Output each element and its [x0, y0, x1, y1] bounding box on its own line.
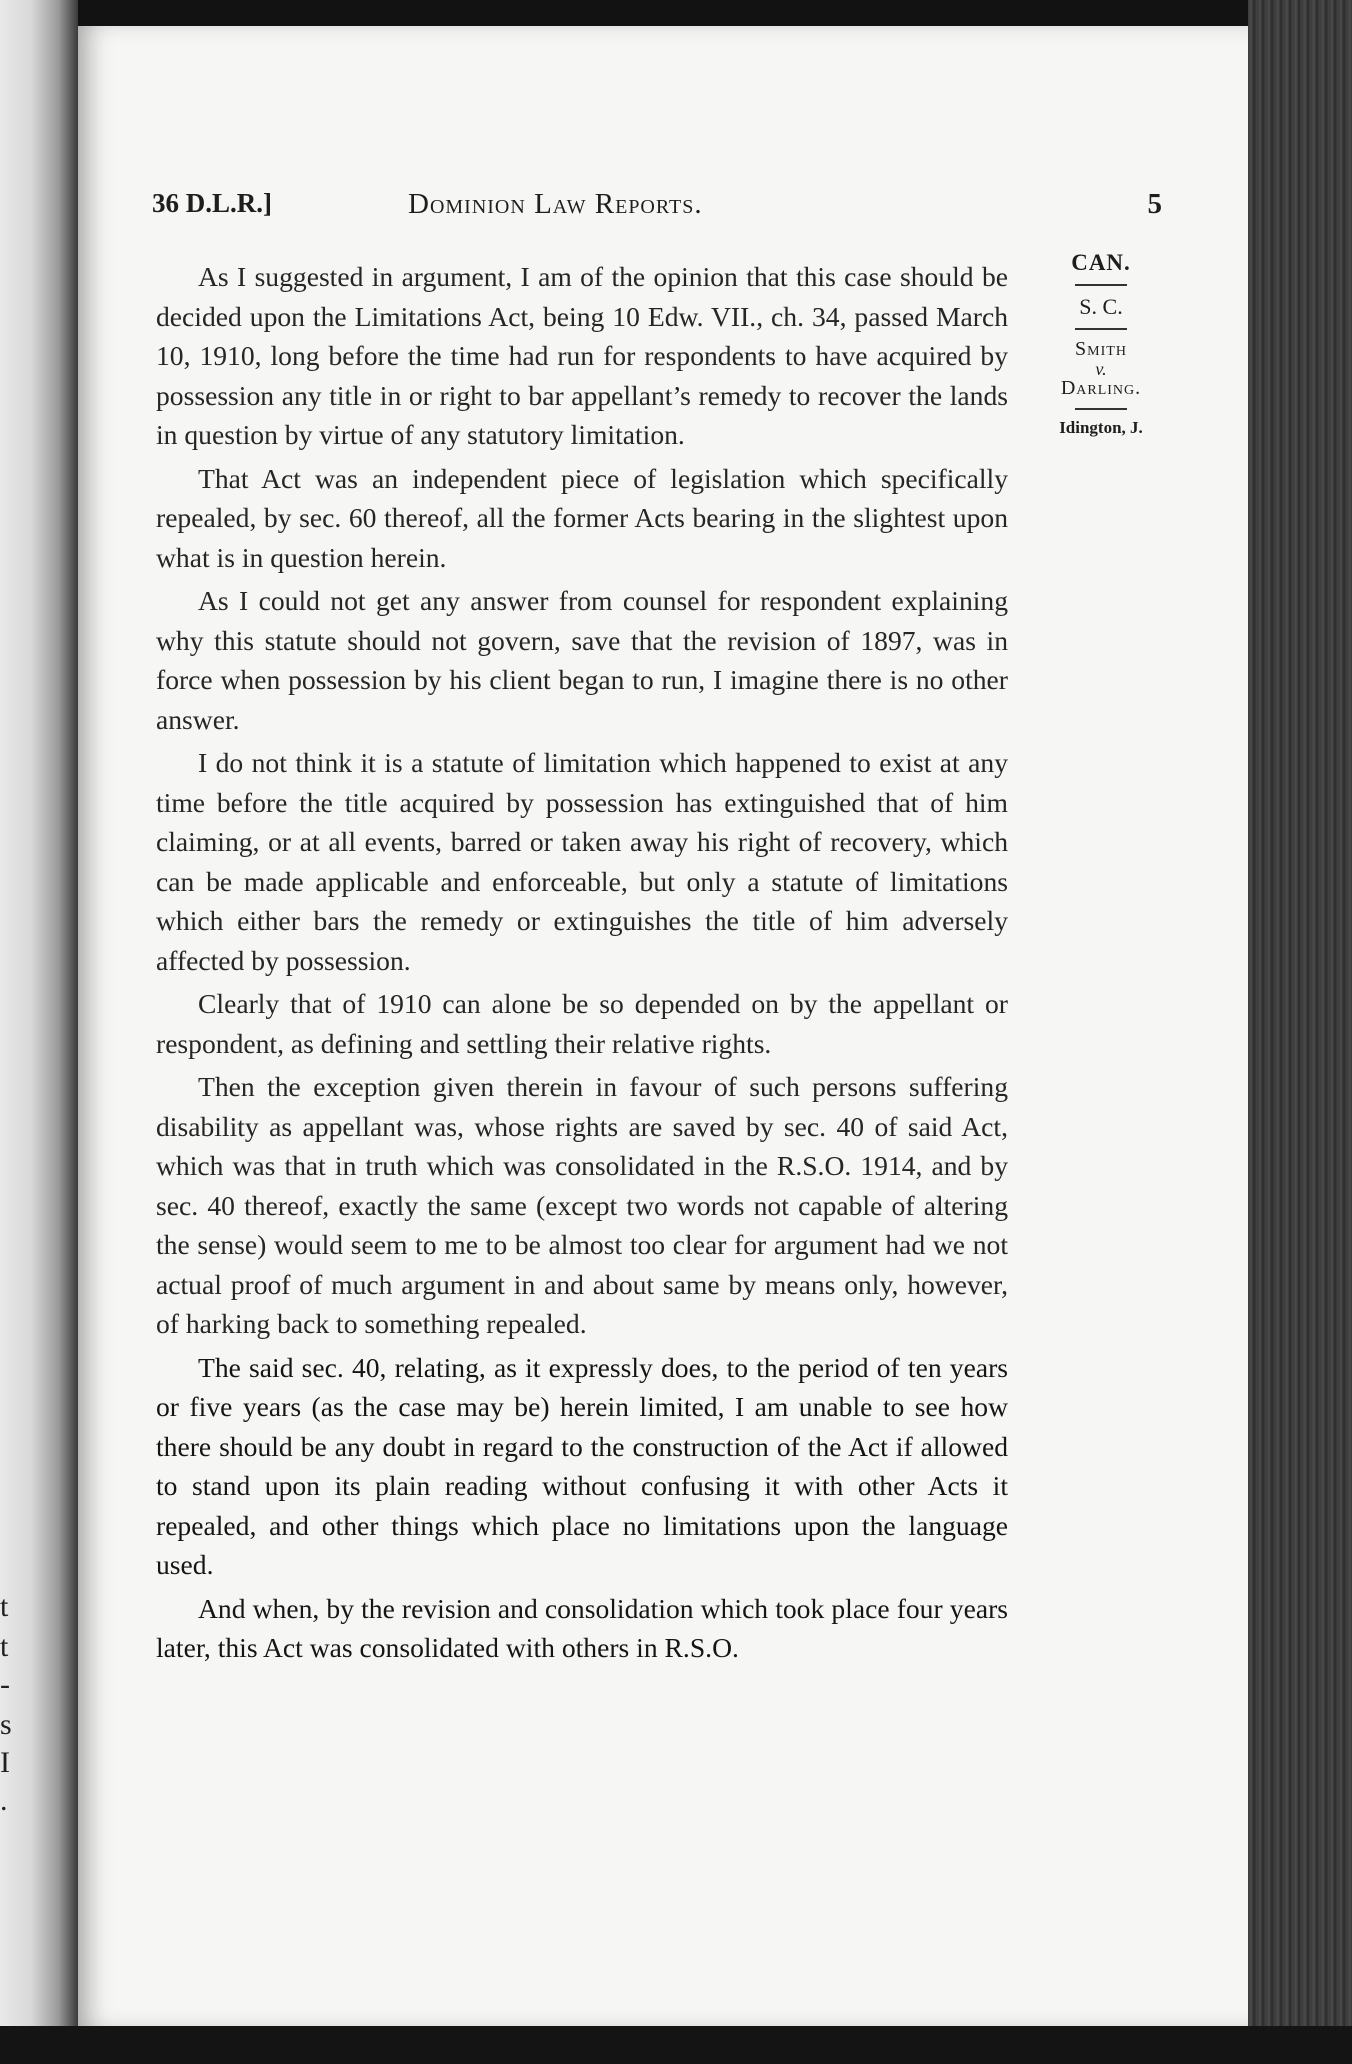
paragraph: As I could not get any answer from counsel for respondent explaining why this statute should not govern, save that the revision of 1897, was in force when possession by his client began to run, I imagine there is no other answer.	[156, 585, 1008, 735]
page-number: 5	[1147, 188, 1162, 220]
book-edge-right	[1248, 0, 1352, 2064]
divider	[1075, 328, 1127, 330]
opposite-page-edge	[0, 0, 78, 2064]
paragraph: That Act was an independent piece of legislation which specifically repealed, by sec. 60 thereof, all the former Acts bearing in the slightest upon what is in question herein.	[156, 462, 1008, 573]
court-label: S. C.	[1079, 294, 1123, 319]
margin-fragment: t	[0, 1630, 9, 1663]
volume-reference: 36 D.L.R.]	[152, 188, 272, 218]
running-head	[152, 188, 1162, 228]
margin-fragment: -	[0, 1668, 10, 1701]
party-defendant: Darling.	[1060, 377, 1142, 399]
paragraph: I do not think it is a statute of limitation which happened to exist at any time before the title acquired by possession has extinguished that of him claiming, or at all events, barred or taken away his right of recovery, which can be made applicable and enforceable, but only a statute of limitations which either bars the remedy or extinguishes the title of him adversely affected by possession.	[156, 747, 1008, 976]
journal-title: Dominion Law Reports.	[408, 188, 703, 220]
versus-label: v.	[1095, 359, 1107, 379]
party-plaintiff: Smith	[1075, 338, 1127, 360]
divider	[1075, 408, 1127, 410]
paragraph: Clearly that of 1910 can alone be so depended on by the appellant or respondent, as defining and settling their relative rights.	[156, 988, 1008, 1059]
scan-border-bottom	[0, 2026, 1352, 2064]
divider	[1075, 284, 1127, 286]
judge-label: Idington, J.	[1059, 418, 1143, 437]
margin-fragment: I	[0, 1746, 10, 1779]
body-text	[156, 257, 1008, 1672]
paragraph: And when, by the revision and consolidation which took place four years later, this Act was consolidated with others in R.S.O.	[156, 1592, 1008, 1663]
paragraph: The said sec. 40, relating, as it expressly does, to the period of ten years or five years (as the case may be) herein limited, I am unable to see how there should be any doubt in regard to the construction of the Act if allowed to stand upon its plain reading without confusing it with other Acts it repealed, and other things which place no limitations upon the language used.	[156, 1351, 1008, 1580]
jurisdiction-label: CAN.	[1071, 250, 1131, 275]
margin-fragment: .	[0, 1784, 8, 1817]
margin-fragment: s	[0, 1708, 12, 1741]
margin-fragment: t	[0, 1590, 9, 1623]
paragraph: Then the exception given therein in favour of such persons suffering disability as appellant was, whose rights are saved by sec. 40 of said Act, which was that in truth which was consolidated in the R.S.O. 1914, and by sec. 40 thereof, exactly the same (except two words not capable of altering the sense) would seem to me to be almost too clear for argument had we not actual proof of much argument in and about same by means only, however, of harking back to something repealed.	[156, 1071, 1008, 1339]
paragraph: As I suggested in argument, I am of the opinion that this case should be decided upon the Limitations Act, being 10 Edw. VII., ch. 34, passed March 10, 1910, long before the time had run for respondents to have acquired by possession any title in or right to bar appellant’s remedy to recover the lands in question by virtue of any statutory limitation.	[156, 261, 1008, 450]
side-note	[1026, 250, 1176, 438]
